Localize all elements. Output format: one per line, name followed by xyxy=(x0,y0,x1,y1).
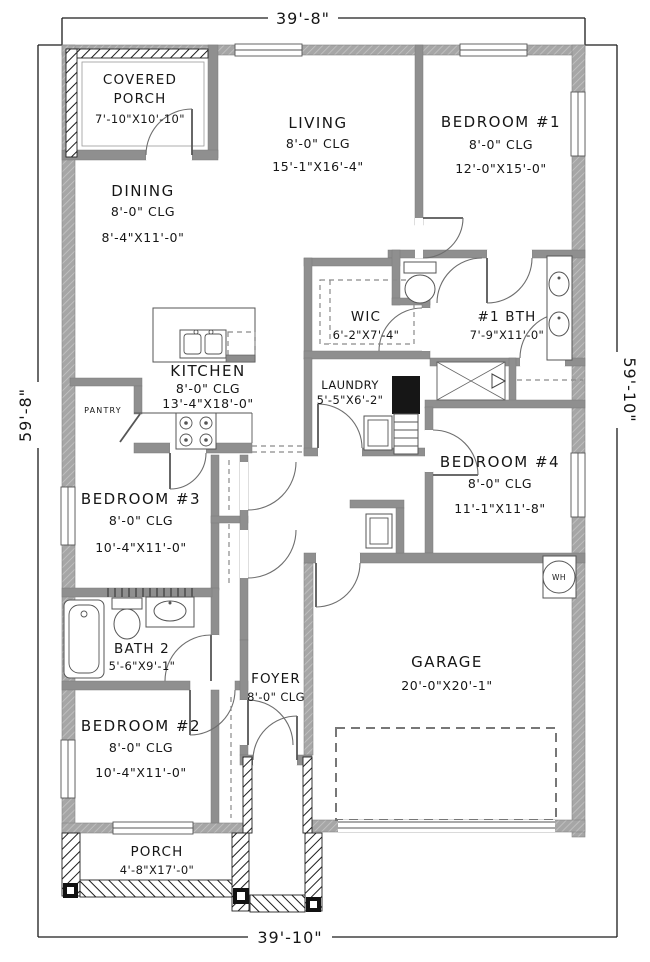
svg-text:LIVING: LIVING xyxy=(288,114,348,132)
wall-foyer-left-stub xyxy=(240,745,248,755)
wall-laundry-bottom-left xyxy=(304,448,318,456)
wall-utility-closet-right xyxy=(396,508,404,553)
porch-edge-hatch-top xyxy=(66,49,208,58)
window-icon xyxy=(113,822,193,834)
svg-text:6'-2"X7'-4": 6'-2"X7'-4" xyxy=(332,328,400,342)
svg-text:PORCH: PORCH xyxy=(130,844,184,860)
svg-text:8'-4"X11'-0": 8'-4"X11'-0" xyxy=(101,230,185,245)
wall-right-exterior xyxy=(572,45,585,837)
entry-wall-hatch xyxy=(303,757,312,833)
wall-bedroom4-top xyxy=(425,400,585,408)
svg-text:WIC: WIC xyxy=(350,309,382,325)
svg-text:PORCH: PORCH xyxy=(113,91,167,107)
window-icon xyxy=(235,44,302,56)
bathtub-icon xyxy=(64,600,104,678)
svg-text:BEDROOM #4: BEDROOM #4 xyxy=(439,453,561,471)
dimension-right-label: 59'-10" xyxy=(620,357,639,423)
svg-text:8'-0" CLG: 8'-0" CLG xyxy=(285,136,351,151)
wall-garage-left xyxy=(304,563,313,755)
water-heater-icon xyxy=(543,556,576,598)
wall-bedroom4-left-upper xyxy=(425,407,433,430)
svg-text:8'-0" CLG: 8'-0" CLG xyxy=(110,204,176,219)
svg-text:BEDROOM #1: BEDROOM #1 xyxy=(440,113,562,131)
wall-porch-bottom-right xyxy=(192,150,218,160)
wall-living-bottom xyxy=(304,258,400,266)
svg-text:8'-0" CLG: 8'-0" CLG xyxy=(108,740,174,755)
porch-edge-hatch-left xyxy=(66,49,77,157)
wall-wic-bottom xyxy=(304,351,430,359)
svg-text:LAUNDRY: LAUNDRY xyxy=(321,378,379,392)
wall-kitchen-bottom-left xyxy=(134,443,170,453)
svg-text:#1 BTH: #1 BTH xyxy=(477,309,537,325)
svg-text:7'-9"X11'-0": 7'-9"X11'-0" xyxy=(469,328,545,342)
shelving-icon xyxy=(394,414,418,454)
svg-text:FOYER: FOYER xyxy=(251,671,301,687)
svg-text:20'-0"X20'-1": 20'-0"X20'-1" xyxy=(401,678,493,693)
window-icon xyxy=(460,44,527,56)
svg-text:10'-4"X11'-0": 10'-4"X11'-0" xyxy=(95,765,187,780)
svg-text:8'-0" CLG: 8'-0" CLG xyxy=(108,513,174,528)
svg-text:DINING: DINING xyxy=(111,182,175,200)
svg-text:7'-10"X10'-10": 7'-10"X10'-10" xyxy=(95,112,185,126)
svg-text:COVERED: COVERED xyxy=(102,72,178,88)
wall-bath2-top xyxy=(62,588,212,597)
svg-text:8'-0" CLG: 8'-0" CLG xyxy=(175,381,241,396)
svg-text:KITCHEN: KITCHEN xyxy=(170,362,246,380)
svg-text:12'-0"X15'-0": 12'-0"X15'-0" xyxy=(455,161,547,176)
svg-text:15'-1"X16'-4": 15'-1"X16'-4" xyxy=(272,159,364,174)
svg-text:11'-1"X11'-8": 11'-1"X11'-8" xyxy=(454,501,546,516)
dimension-left-label: 59'-8" xyxy=(16,387,35,443)
window-icon xyxy=(61,487,75,545)
wall-pantry-right xyxy=(134,386,142,414)
room-label-pantry: PANTRY xyxy=(84,406,122,415)
porch-footing-band xyxy=(80,880,232,897)
room-label-kitchen xyxy=(162,362,253,411)
wall-bedroom2-top-left xyxy=(62,681,190,690)
toilet-icon xyxy=(112,598,142,639)
svg-text:BATH 2: BATH 2 xyxy=(114,641,170,657)
kitchen-sink-icon xyxy=(180,330,226,358)
svg-text:BEDROOM #3: BEDROOM #3 xyxy=(80,490,202,508)
kitchen-island xyxy=(153,308,255,362)
sink-icon xyxy=(146,597,194,627)
double-vanity-icon xyxy=(547,256,572,360)
stoop-footing-band xyxy=(250,895,305,912)
wall-garage-top-left xyxy=(304,553,316,563)
window-icon xyxy=(571,453,585,517)
svg-text:8'-0" CLG: 8'-0" CLG xyxy=(467,476,533,491)
wall-left-exterior xyxy=(62,45,75,833)
svg-text:GARAGE: GARAGE xyxy=(411,653,483,671)
wall-wic-left xyxy=(304,258,312,359)
toilet-icon xyxy=(404,262,436,303)
wall-bedroom2-right xyxy=(211,690,219,823)
utility-item-icon xyxy=(366,514,392,548)
svg-text:8'-0" CLG: 8'-0" CLG xyxy=(247,690,305,704)
svg-text:5'-6"X9'-1": 5'-6"X9'-1" xyxy=(108,659,176,673)
svg-text:8'-0" CLG: 8'-0" CLG xyxy=(468,137,534,152)
svg-text:BEDROOM #2: BEDROOM #2 xyxy=(80,717,202,735)
wall-pantry-top xyxy=(70,378,142,386)
column-footing-icon xyxy=(233,888,249,904)
water-heater-label: WH xyxy=(551,573,567,582)
svg-text:13'-4"X18'-0": 13'-4"X18'-0" xyxy=(162,396,254,411)
dimension-top-label: 39'-8" xyxy=(275,9,331,28)
room-label-dining xyxy=(102,182,185,245)
column-footing-icon xyxy=(63,883,78,898)
column-footing-icon xyxy=(306,897,321,912)
wall-wc-left xyxy=(392,250,400,305)
cabinet-icon xyxy=(392,376,420,414)
room-label-laundry xyxy=(317,378,384,407)
washer-icon xyxy=(364,416,392,450)
wall-living-bedroom1 xyxy=(415,45,423,225)
window-icon xyxy=(571,92,585,156)
wall-utility-closet-top xyxy=(350,500,404,508)
dimension-bottom-label: 39'-10" xyxy=(257,928,323,947)
wall-hall-closet-divider xyxy=(509,358,516,402)
svg-text:5'-5"X6'-2": 5'-5"X6'-2" xyxy=(316,393,384,407)
wall-laundry-left xyxy=(304,358,312,455)
svg-text:10'-4"X11'-0": 10'-4"X11'-0" xyxy=(95,540,187,555)
stove-icon xyxy=(176,413,216,449)
entry-wall-hatch xyxy=(243,757,252,833)
window-icon xyxy=(61,740,75,798)
wall-bedroom1-bottom-left xyxy=(388,250,487,258)
wall-porch-right xyxy=(208,45,218,158)
svg-text:4'-8"X17'-0": 4'-8"X17'-0" xyxy=(119,863,195,877)
wall-bedroom4-left-lower xyxy=(425,472,433,553)
